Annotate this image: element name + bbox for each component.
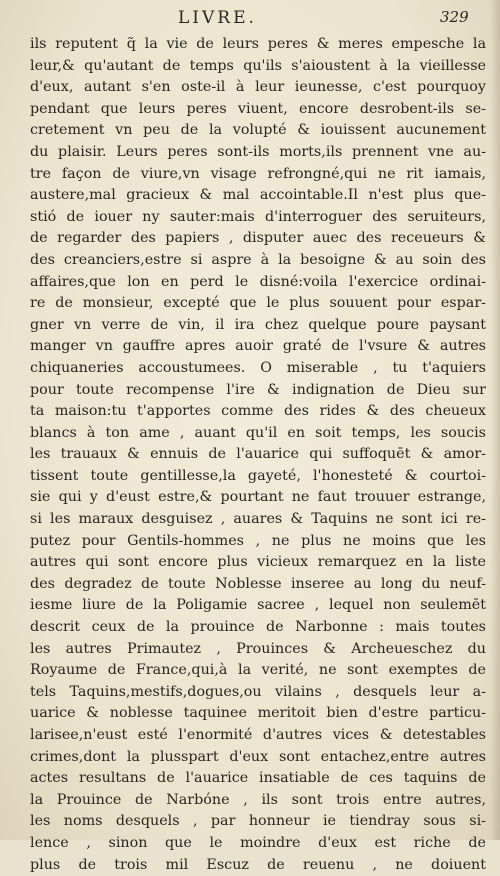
text-line: leur,& qu'autant de temps qu'ils s'aioustent à la vieillesse [30,57,486,74]
text-line: les trauaux & ennuis de l'auarice qui suffoquēt & amor- [30,446,486,463]
text-line: gner vn verre de vin, il ira chez quelque poure paysant [30,316,486,333]
text-line: blancs à ton ame , auant qu'il en soit temps, les soucis [30,424,486,441]
text-line: les autres Primautez , Prouinces & Archeueschez du [30,640,486,657]
body-text [30,34,486,876]
text-line: du plaisir. Leurs peres sont-ils morts,ils prennent vne au- [30,143,486,160]
running-title: LIVRE. [178,8,257,28]
text-line: stió de iouer ny sauter:mais d'interroguer des seruiteurs, [30,208,486,225]
text-line: actes resultans de l'auarice insatiable de ces taquins de [30,770,486,787]
text-line: tels Taquins,mestifs,dogues,ou vilains , desquels leur a- [30,683,486,700]
text-line: des degradez de toute Noblesse inseree au long du neuf- [30,575,486,592]
text-line: iesme liure de la Poligamie sacree , lequel non seulemēt [30,597,486,614]
text-line: d'eux, autant s'en oste-il à leur ieunesse, c'est pourquoy [30,79,486,96]
text-line: austere,mal gracieux & mal accointable.Il n'est plus que- [30,187,486,204]
text-line: crimes,dont la plusspart d'eux sont entachez,entre autres [30,748,486,765]
text-line: ils reputent q̃ la vie de leurs peres & meres empesche la [30,36,486,52]
text-line: tre façon de viure,vn visage refrongné,qui ne rit iamais, [30,165,486,182]
page-header [0,8,500,32]
text-line: de regarder des papiers , disputer auec des receueurs & [30,230,486,247]
page-edge-shadow [490,0,500,840]
text-line: des creanciers,estre si aspre à la besoigne & au soin des [30,251,486,268]
text-line: autres qui sont encore plus vicieux remarquez en la liste [30,554,486,571]
text-line: putez pour Gentils-hommes , ne plus ne moins que les [30,532,486,549]
text-line: la Prouince de Narbóne , ils sont trois entre autres, [30,791,486,808]
text-line: descrit ceux de la prouince de Narbonne : mais toutes [30,619,486,636]
text-line: tissent toute gentillesse,la gayeté, l'honesteté & courtoi- [30,467,486,484]
text-line: plus de trois mil Escuz de reuenu , ne doiuent [30,856,486,873]
text-line: pendant que leurs peres viuent, encore desrobent-ils se- [30,100,486,117]
text-line: re de monsieur, excepté que le plus souuent pour espar- [30,295,486,312]
text-line: sie qui y d'eust estre,& pourtant ne faut trouuer estrange, [30,489,486,506]
text-line: pour toute recompense l'ire & indignation de Dieu sur [30,381,486,398]
page-number: 329 [440,8,469,26]
text-line: les noms desquels , par honneur ie tiendray sous si- [30,813,486,830]
text-line: lence , sinon que le moindre d'eux est riche de [30,834,486,851]
text-line: cretement vn peu de la volupté & iouissent aucunement [30,122,486,139]
text-line: manger vn gauffre apres auoir graté de l'vsure & autres [30,338,486,355]
text-line: Royaume de France,qui,à la verité, ne sont exemptes de [30,662,486,679]
text-line: larisee,n'eust esté l'enormité d'autres vices & detestables [30,727,486,743]
text-line: ta maison:tu t'apportes comme des rides & des cheueux [30,403,486,420]
text-line: si les maraux desguisez , auares & Taquins ne sont ici re- [30,511,486,528]
text-line: chiquaneries accoustumees. O miserable , tu t'aquiers [30,359,486,376]
text-line: affaires,que lon en perd le disné:voila l'exercice ordinai- [30,273,486,290]
text-line: uarice & noblesse taquinee meritoit bien d'estre particu- [30,705,486,722]
